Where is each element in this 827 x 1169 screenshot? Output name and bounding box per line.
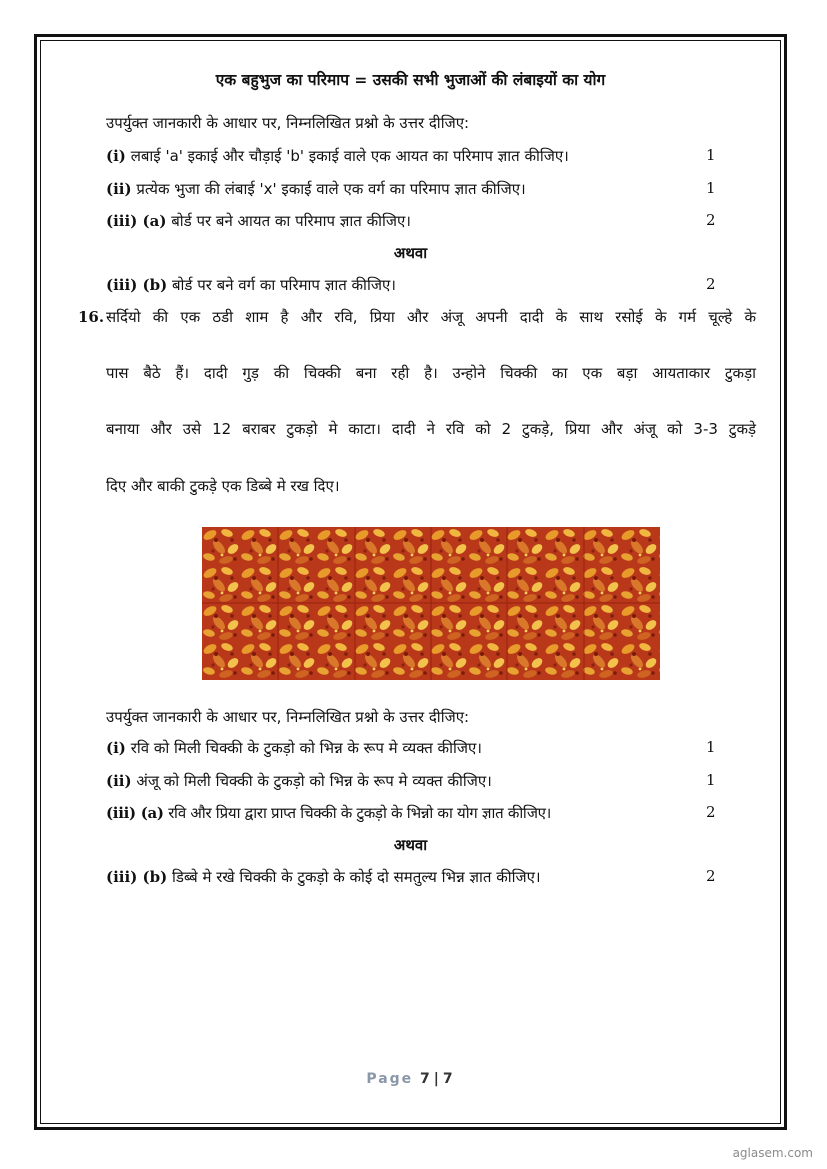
marks: 2 — [706, 803, 716, 821]
question-label: (ii) — [106, 772, 132, 790]
question-label: (i) — [106, 147, 126, 165]
question-text: अंजू को मिली चिक्की के टुकड़ो को भिन्न के रूप मे व्यक्त कीजिए। — [136, 772, 492, 790]
question-text: रवि को मिली चिक्की के टुकड़ो को भिन्न के रूप मे व्यक्त कीजिए। — [130, 739, 482, 757]
question-text: लबाई 'a' इकाई और चौड़ाई 'b' इकाई वाले एक आयत का परिमाप ज्ञात कीजिए। — [130, 147, 569, 165]
section1-intro: उपर्युक्त जानकारी के आधार पर, निम्नलिखित प्रश्नो के उत्तर दीजिए: — [106, 114, 470, 132]
watermark: aglasem.com — [732, 1146, 813, 1160]
question-label: (iii) (b) — [106, 868, 168, 886]
question16-paragraph-line: बनाया और उसे 12 बराबर टुकड़ो मे काटा। दादी ने रवि को 2 टुकड़े, प्रिया और अंजू को 3-3 टुकड़े — [106, 420, 756, 438]
question16-paragraph-line: पास बैठे हैं। दादी गुड़ की चिक्की बना रही है। उन्होने चिक्की का एक बड़ा आयताकार टुकड़ा — [106, 364, 756, 382]
question-row — [106, 211, 411, 231]
marks: 1 — [706, 146, 716, 164]
marks: 1 — [706, 179, 716, 197]
question-row — [106, 803, 551, 823]
question-text: रवि और प्रिया द्वारा प्राप्त चिक्की के टुकड़ो के भिन्नो का योग ज्ञात कीजिए। — [168, 804, 552, 822]
question-label: (iii) (b) — [106, 276, 168, 294]
marks: 2 — [706, 275, 716, 293]
question-row — [106, 867, 541, 887]
question-row — [106, 771, 492, 791]
page-total: 7 — [442, 1071, 455, 1087]
question16-paragraph-line: दिए और बाकी टुकड़े एक डिब्बे मे रख दिए। — [106, 477, 340, 495]
formula-heading: एक बहुभुज का परिमाप = उसकी सभी भुजाओं की लंबाइयों का योग — [215, 71, 606, 89]
page-separator: | — [433, 1071, 441, 1087]
question-number: 16. — [78, 308, 105, 326]
question-row — [106, 738, 482, 758]
or-divider: अथवा — [393, 836, 428, 854]
question-label: (iii) (a) — [106, 212, 167, 230]
page-number — [40, 1071, 781, 1087]
page-word: Page — [366, 1071, 414, 1087]
question-text: बोर्ड पर बने आयत का परिमाप ज्ञात कीजिए। — [171, 212, 411, 230]
question-row — [106, 179, 526, 199]
or-divider: अथवा — [393, 244, 428, 262]
question-label: (ii) — [106, 180, 132, 198]
page-current: 7 — [420, 1071, 432, 1087]
marks: 2 — [706, 867, 716, 885]
question-text: डिब्बे मे रखे चिक्की के टुकड़ो के कोई दो समतुल्य भिन्न ज्ञात कीजिए। — [171, 868, 541, 886]
question-row — [106, 275, 396, 295]
question-label: (i) — [106, 739, 126, 757]
question-text: बोर्ड पर बने वर्ग का परिमाप ज्ञात कीजिए। — [171, 276, 396, 294]
question16-paragraph-line: सर्दियो की एक ठडी शाम है और रवि, प्रिया और अंजू अपनी दादी के साथ रसोई के गर्म चूल्हे के — [106, 308, 756, 326]
marks: 1 — [706, 771, 716, 789]
section2-intro: उपर्युक्त जानकारी के आधार पर, निम्नलिखित प्रश्नो के उत्तर दीजिए: — [106, 708, 470, 726]
question-text: प्रत्येक भुजा की लंबाई 'x' इकाई वाले एक वर्ग का परिमाप ज्ञात कीजिए। — [136, 180, 526, 198]
marks: 1 — [706, 738, 716, 756]
question-label: (iii) (a) — [106, 804, 164, 822]
question-row — [106, 146, 569, 166]
chikki-image — [202, 527, 660, 680]
marks: 2 — [706, 211, 716, 229]
